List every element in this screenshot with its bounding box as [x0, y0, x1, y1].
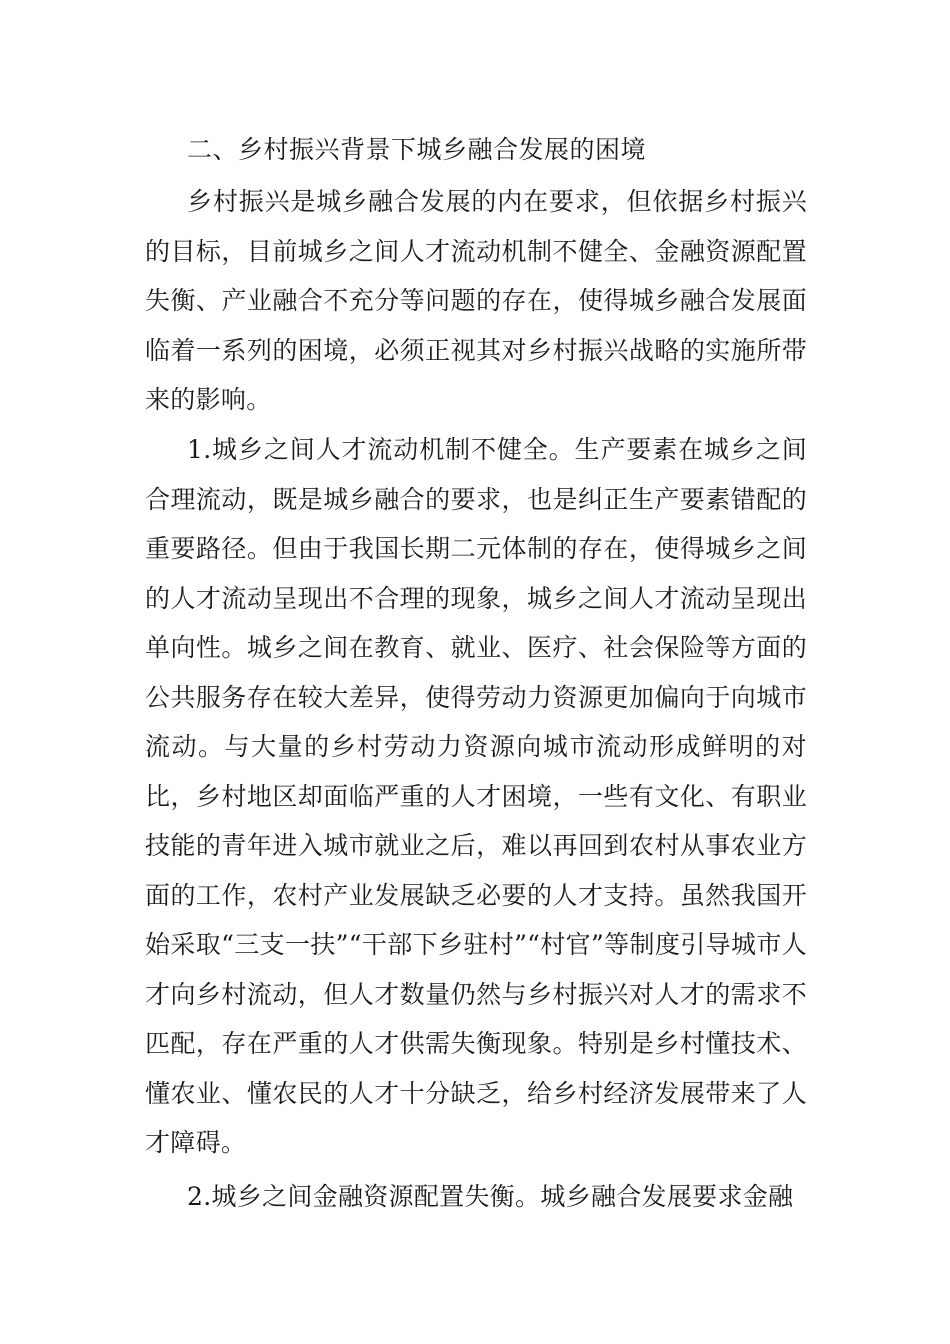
paragraph-intro: 乡村振兴是城乡融合发展的内在要求，但依据乡村振兴的目标，目前城乡之间人才流动机制不健全、金融资源配置失衡、产业融合不充分等问题的存在，使得城乡融合发展面临着一系列的困境，必须正视其对乡村振兴战略的实施所带来的影响。 — [145, 187, 807, 414]
paragraph-finance: 2.城乡之间金融资源配置失衡。城乡融合发展要求金融 — [187, 1182, 794, 1211]
paragraph-talent-flow: 1.城乡之间人才流动机制不健全。生产要素在城乡之间合理流动，既是城乡融合的要求，也是纠正生产要素错配的重要路径。但由于我国长期二元体制的存在，使得城乡之间的人才流动呈现出不合理的现象，城乡之间人才流动呈现出单向性。城乡之间在教育、就业、医疗、社会保险等方面的公共服务存在较大差异，使得劳动力资源更加偏向于向城市流动。与大量的乡村劳动力资源向城市流动形成鲜明的对比，乡村地区却面临严重的人才困境，一些有文化、有职业技能的青年进入城市就业之后，难以再回到农村从事农业方面的工作，农村产业发展缺乏必要的人才支持。虽然我国开始采取“三支一扶”“干部下乡驻村”“村官”等制度引导城市人才向乡村流动，但人才数量仍然与乡村振兴对人才的需求不匹配，存在严重的人才供需失衡现象。特别是乡村懂技术、懂农业、懂农民的人才十分缺乏，给乡村经济发展带来了人才障碍。 — [145, 435, 807, 1157]
section-heading: 二、乡村振兴背景下城乡融合发展的困境 — [187, 135, 647, 164]
